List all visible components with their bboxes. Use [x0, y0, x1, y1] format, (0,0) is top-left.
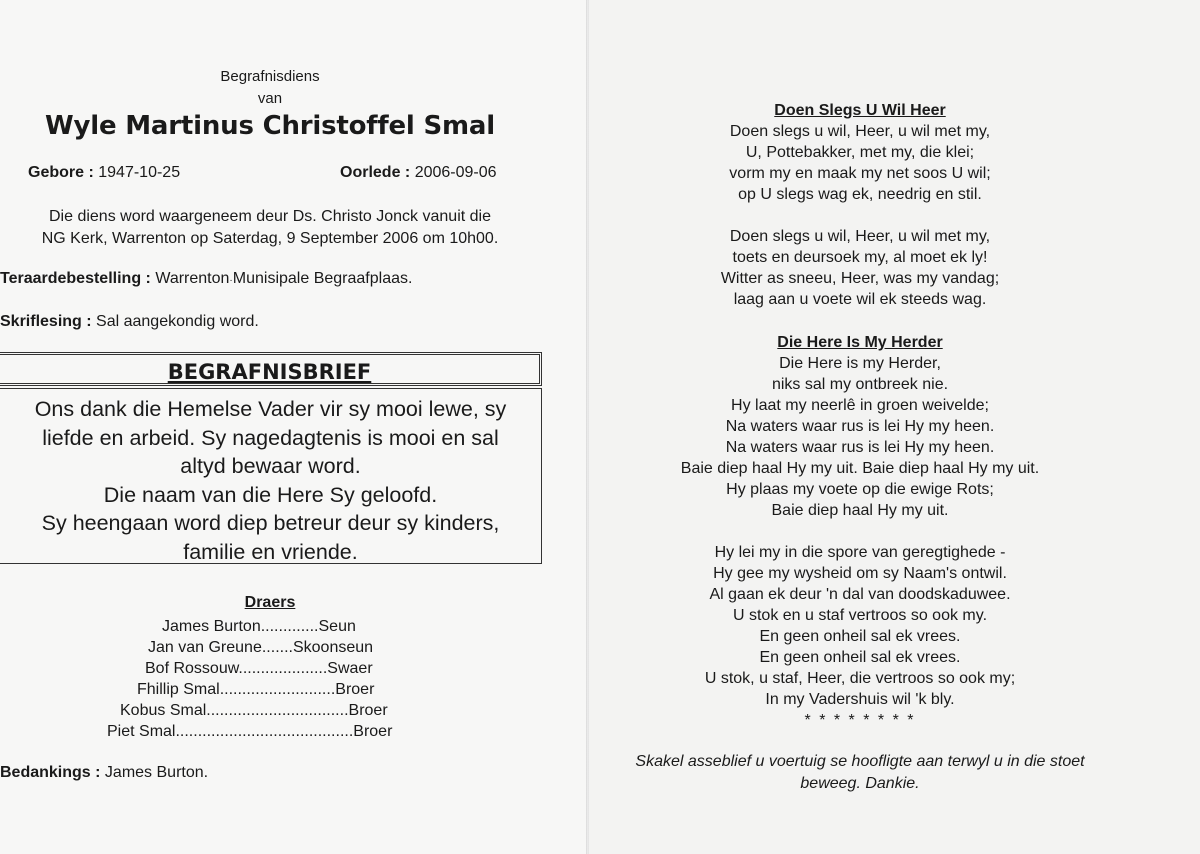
- reading-value: Sal aangekondig word.: [96, 313, 259, 330]
- born-date: 1947-10-25: [98, 164, 181, 181]
- page-fold: [586, 0, 589, 854]
- service-info-2: NG Kerk, Warrenton op Saterdag, 9 September 2006 om 10h00.: [41, 230, 499, 247]
- reading-label: Skriflesing :: [0, 313, 92, 330]
- song-line: U stok, u staf, Heer, die vertroos so ook my;: [704, 670, 1016, 687]
- song-2-title: Die Here Is My Herder: [777, 334, 943, 351]
- brief-line: altyd bewaar word.: [180, 454, 361, 478]
- song-line: vorm my en maak my net soos U wil;: [729, 165, 991, 182]
- born-row: [28, 164, 180, 182]
- song-line: U, Pottebakker, met my, die klei;: [745, 144, 975, 161]
- died-row: [340, 164, 497, 182]
- bearer-item: Fhillip Smal..........................Broer: [137, 681, 375, 698]
- song-line: Hy lei my in die spore van geregtighede -: [714, 544, 1006, 561]
- song-1: [600, 100, 1120, 310]
- deceased-name: Wyle Martinus Christoffel Smal: [45, 111, 495, 141]
- brief-body-box: [0, 388, 542, 564]
- died-date: 2006-09-06: [414, 164, 497, 181]
- brief-line: liefde en arbeid. Sy nagedagtenis is mooi en sal: [42, 425, 499, 450]
- service-label: Begrafnisdiens: [220, 68, 320, 85]
- song-line: Na waters waar rus is lei Hy my heen.: [725, 439, 995, 456]
- song-line: Hy plaas my voete op die ewige Rots;: [726, 481, 994, 498]
- song-line: En geen onheil sal ek vrees.: [759, 649, 961, 666]
- footnote-line: Skakel asseblief u voertuig se hoofligte aan terwyl u in die stoet: [635, 753, 1085, 770]
- song-line: Die Here is my Herder,: [779, 355, 941, 372]
- burial-label: Teraardebestelling :: [0, 270, 151, 287]
- van-label: van: [257, 90, 283, 107]
- brief-line: familie en vriende.: [183, 539, 358, 564]
- reading-row: [0, 313, 259, 331]
- died-label: Oorlede :: [340, 164, 411, 181]
- burial-row: Teraardebestelling : Warrenton·Munisipale Begraafplaas.: [0, 270, 413, 287]
- song-line: Baie diep haal Hy my uit.: [771, 502, 949, 519]
- song-line: Doen slegs u wil, Heer, u wil met my,: [729, 228, 991, 245]
- song-line: Baie diep haal Hy my uit. Baie diep haal Hy my uit.: [680, 460, 1040, 477]
- burial-value-2: Munisipale Begraafplaas.: [232, 270, 413, 287]
- bearer-item: Piet Smal........................................Broer: [107, 723, 393, 740]
- brief-header-box: [0, 352, 542, 386]
- brief-line: Die naam van die Here Sy geloofd.: [103, 482, 438, 507]
- bearer-item: Kobus Smal................................Broer: [120, 702, 388, 719]
- song-line: Hy laat my neerlê in groen weivelde;: [731, 397, 989, 414]
- song-line: Doen slegs u wil, Heer, u wil met my,: [729, 123, 991, 140]
- song-line: toets en deursoek my, al moet ek ly!: [732, 249, 988, 266]
- song-line: En geen onheil sal ek vrees.: [759, 628, 961, 645]
- burial-value: Warrenton: [155, 270, 230, 287]
- stars-divider: * * * * * * * *: [804, 712, 916, 729]
- song-line: Hy gee my wysheid om sy Naam's ontwil.: [713, 565, 1007, 582]
- song-line: In my Vadershuis wil 'k bly.: [765, 691, 955, 708]
- song-line: Al gaan ek deur 'n dal van doodskaduwee.: [709, 586, 1011, 603]
- song-line: op U slegs wag ek, needrig en stil.: [738, 186, 982, 203]
- brief-line: Sy heengaan word diep betreur deur sy kinders,: [41, 511, 500, 535]
- bearers-title: Draers: [244, 594, 296, 611]
- song-line: laag aan u voete wil ek steeds wag.: [733, 291, 987, 308]
- song-line: Na waters waar rus is lei Hy my heen.: [725, 418, 995, 435]
- bearer-item: Bof Rossouw....................Swaer: [145, 660, 373, 677]
- song-1-title: Doen Slegs U Wil Heer: [774, 102, 946, 119]
- thanks-row: [0, 764, 208, 782]
- service-info-1: Die diens word waargeneem deur Ds. Christo Jonck vanuit die: [49, 208, 491, 225]
- thanks-value: James Burton.: [104, 764, 209, 781]
- born-label: Gebore :: [28, 164, 94, 181]
- brief-title: BEGRAFNISBRIEF: [167, 360, 372, 384]
- song-2: [600, 332, 1120, 731]
- bearer-item: Jan van Greune.......Skoonseun: [148, 639, 374, 656]
- bearer-item: James Burton.............Seun: [162, 618, 356, 635]
- brief-text: [0, 395, 541, 566]
- song-line: Witter as sneeu, Heer, was my vandag;: [720, 270, 1000, 287]
- thanks-label: Bedankings :: [0, 764, 101, 781]
- song-line: niks sal my ontbreek nie.: [771, 376, 949, 393]
- brief-line: Ons dank die Hemelse Vader vir sy mooi lewe, sy: [34, 397, 507, 421]
- footnote-line: beweeg. Dankie.: [800, 775, 920, 792]
- footnote: [600, 751, 1120, 795]
- song-line: U stok en u staf vertroos so ook my.: [732, 607, 988, 624]
